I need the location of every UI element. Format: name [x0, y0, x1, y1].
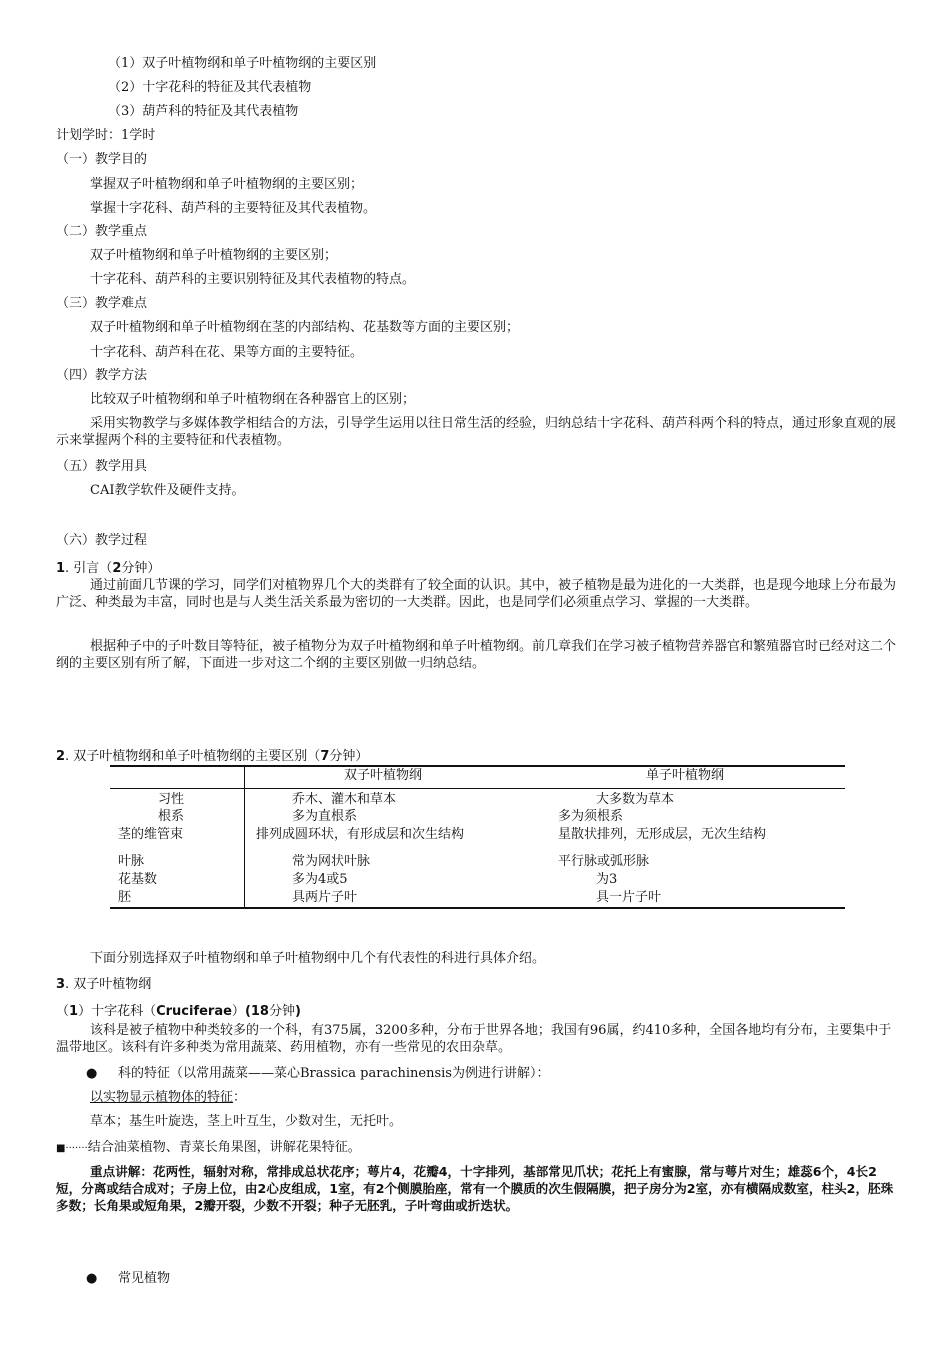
specimen-colon: ： [233, 1090, 247, 1105]
section-2-line-1: 双子叶植物纲和单子叶植物纲的主要区别； [90, 248, 338, 263]
section-4-line: 比较双子叶植物纲和单子叶植物纲在各种器官上的区别； [90, 392, 416, 407]
row-label: 花基数 [118, 872, 158, 887]
row-monocot: 星散状排列，无形成层，无次生结构 [558, 827, 767, 842]
row-label: 胚 [118, 890, 132, 905]
row-dicot: 具两片子叶 [292, 890, 358, 905]
table-top-rule [110, 765, 845, 767]
dicot-section-number: 3 [56, 977, 66, 992]
transition-sentence: 下面分别选择双子叶植物纲和单子叶植物纲中几个有代表性的科进行具体介绍。 [90, 951, 546, 966]
row-label: 习性 [158, 792, 185, 807]
intro-paragraph-1: 通过前面几节课的学习，同学们对植物界几个大的类群有了较全面的认识。其中，被子植物是最为进化的一大类群，也是现今地球上分布最为广泛、种类最为丰富，同时也是与人类生活关系最为密切的一大类群。因此，也是同学们必须重点学习、掌握的一大类群。 [56, 578, 897, 610]
objective-item-3: （3）葫芦科的特征及其代表植物 [108, 104, 299, 119]
dicot-section-title: . 双子叶植物纲 [65, 977, 152, 992]
section-6-title: （六）教学过程 [56, 533, 148, 548]
specimen-underlined: 以实物显示植物体的特征 [90, 1090, 234, 1105]
row-label: 叶脉 [118, 854, 145, 869]
cruciferae-title-part: ) [295, 1004, 301, 1019]
section-5-title: （五）教学用具 [56, 459, 148, 474]
header-dicot: 双子叶植物纲 [344, 768, 423, 783]
section-3-title: （三）教学难点 [56, 296, 148, 311]
section-1-line-2: 掌握十字花科、葫芦科的主要特征及其代表植物。 [90, 201, 377, 216]
plan-hours: 计划学时：1学时 [56, 128, 156, 143]
row-monocot: 多为须根系 [558, 809, 624, 824]
cruciferae-heading [56, 1003, 301, 1021]
section-1-title: （一）教学目的 [56, 152, 148, 167]
row-dicot: 常为网状叶脉 [292, 854, 371, 869]
intro-minutes: 2 [112, 561, 122, 576]
intro-heading [56, 560, 160, 578]
section-2-title: （二）教学重点 [56, 224, 148, 239]
comparison-number: 2 [56, 749, 66, 764]
intro-title-post: 分钟） [121, 561, 161, 576]
row-dicot: 多为4或5 [292, 872, 348, 887]
section-1-line-1: 掌握双子叶植物纲和单子叶植物纲的主要区别； [90, 177, 364, 192]
section-3-line-2: 十字花科、葫芦科在花、果等方面的主要特征。 [90, 345, 364, 360]
cruciferae-latin-name: Cruciferae [156, 1004, 232, 1019]
objective-item-1: （1）双子叶植物纲和单子叶植物纲的主要区别 [108, 56, 377, 71]
bullet-family-features [86, 1065, 549, 1083]
rape-line [56, 1139, 361, 1158]
specimen-line [90, 1089, 246, 1107]
intro-title-pre: . 引言（ [65, 561, 113, 576]
comparison-minutes: 7 [320, 749, 330, 764]
bullet-dot: ● [86, 1066, 98, 1081]
section-4-paragraph: 采用实物教学与多媒体教学相结合的方法，引导学生运用以往日常生活的经验，归纳总结十字花科、葫芦科两个科的特点，通过形象直观的展示来掌握两个科的主要特征和代表植物。 [56, 416, 897, 448]
intro-paragraph-2: 根据种子中的子叶数目等特征，被子植物分为双子叶植物纲和单子叶植物纲。前几章我们在学习被子植物营养器官和繁殖器官时已经对这二个纲的主要区别有所了解，下面进一步对这二个纲的主要区别做一归纳总结。 [56, 639, 897, 671]
row-label: 根系 [158, 809, 185, 824]
bullet-family-features-text: 科的特征（以常用蔬菜——菜心Brassica parachinensis为例进行讲解）： [118, 1066, 550, 1081]
key-explanation [56, 1163, 896, 1214]
cruciferae-title-part: （ [56, 1004, 70, 1019]
bullet-dot: ● [86, 1271, 98, 1286]
row-label: 茎的维管束 [118, 827, 184, 842]
row-monocot: 平行脉或弧形脉 [558, 854, 650, 869]
header-monocot: 单子叶植物纲 [646, 768, 725, 783]
row-monocot: 具一片子叶 [596, 890, 662, 905]
rape-text: 结合油菜植物、青菜长角果图，讲解花果特征。 [87, 1140, 361, 1155]
row-monocot: 大多数为草本 [596, 792, 675, 807]
key-explanation-label: 重点讲解 [90, 1164, 141, 1179]
section-2-line-2: 十字花科、葫芦科的主要识别特征及其代表植物的特点。 [90, 272, 416, 287]
cruciferae-title-part: ） [231, 1004, 245, 1019]
cruciferae-number: 1 [69, 1004, 79, 1019]
bullet-common-plants-text: 常见植物 [118, 1271, 171, 1286]
comparison-title-post: 分钟） [329, 749, 369, 764]
section-4-title: （四）教学方法 [56, 368, 148, 383]
intro-number: 1 [56, 561, 66, 576]
section-5-line: CAI教学软件及硬件支持。 [90, 483, 245, 498]
key-explanation-text: ：花两性，辐射对称，常排成总状花序；萼片4，花瓣4，十字排列，基部常见爪状；花托上有蜜腺，常与萼片对生；雄蕊6个，4长2短，分离或结合成对；子房上位，由2心皮组成，1室，有2个侧膜胎座，常有一个膜质的次生假隔膜，把子房分为2室，亦有横隔成数室，柱头2，胚珠多数；长角果或短角果，2瓣开裂，少数不开裂；种子无胚乳，子叶弯曲或折迭状。 [56, 1164, 894, 1213]
herb-line: 草本；基生叶旋迭，茎上叶互生，少数对生，无托叶。 [90, 1114, 403, 1129]
row-dicot: 多为直根系 [292, 809, 358, 824]
row-dicot: 乔木、灌木和草本 [292, 792, 397, 807]
cruciferae-minutes: (18 [244, 1004, 269, 1019]
bullet-common-plants [86, 1270, 170, 1288]
cruciferae-paragraph: 该科是被子植物中种类较多的一个科，有375属，3200多种，分布于世界各地；我国有96属，约410多种，全国各地均有分布，主要集中于温带地区。该科有许多种类为常用蔬菜、药用植物，亦有一些常见的农田杂草。 [56, 1023, 892, 1055]
row-dicot: 排列成圆环状，有形成层和次生结构 [256, 827, 465, 842]
cruciferae-title-part: ）十字花科（ [78, 1004, 157, 1019]
row-monocot: 为3 [596, 872, 618, 887]
square-marker: ■······· [56, 1143, 88, 1154]
dicot-section-heading [56, 976, 151, 994]
comparison-heading [56, 748, 368, 766]
table-header-rule [110, 788, 845, 789]
comparison-title-pre: . 双子叶植物纲和单子叶植物纲的主要区别（ [65, 749, 321, 764]
objective-item-2: （2）十字花科的特征及其代表植物 [108, 80, 312, 95]
section-3-line-1: 双子叶植物纲和单子叶植物纲在茎的内部结构、花基数等方面的主要区别； [90, 320, 520, 335]
table-bottom-rule [110, 907, 845, 909]
cruciferae-title-part: 分钟 [268, 1004, 295, 1019]
